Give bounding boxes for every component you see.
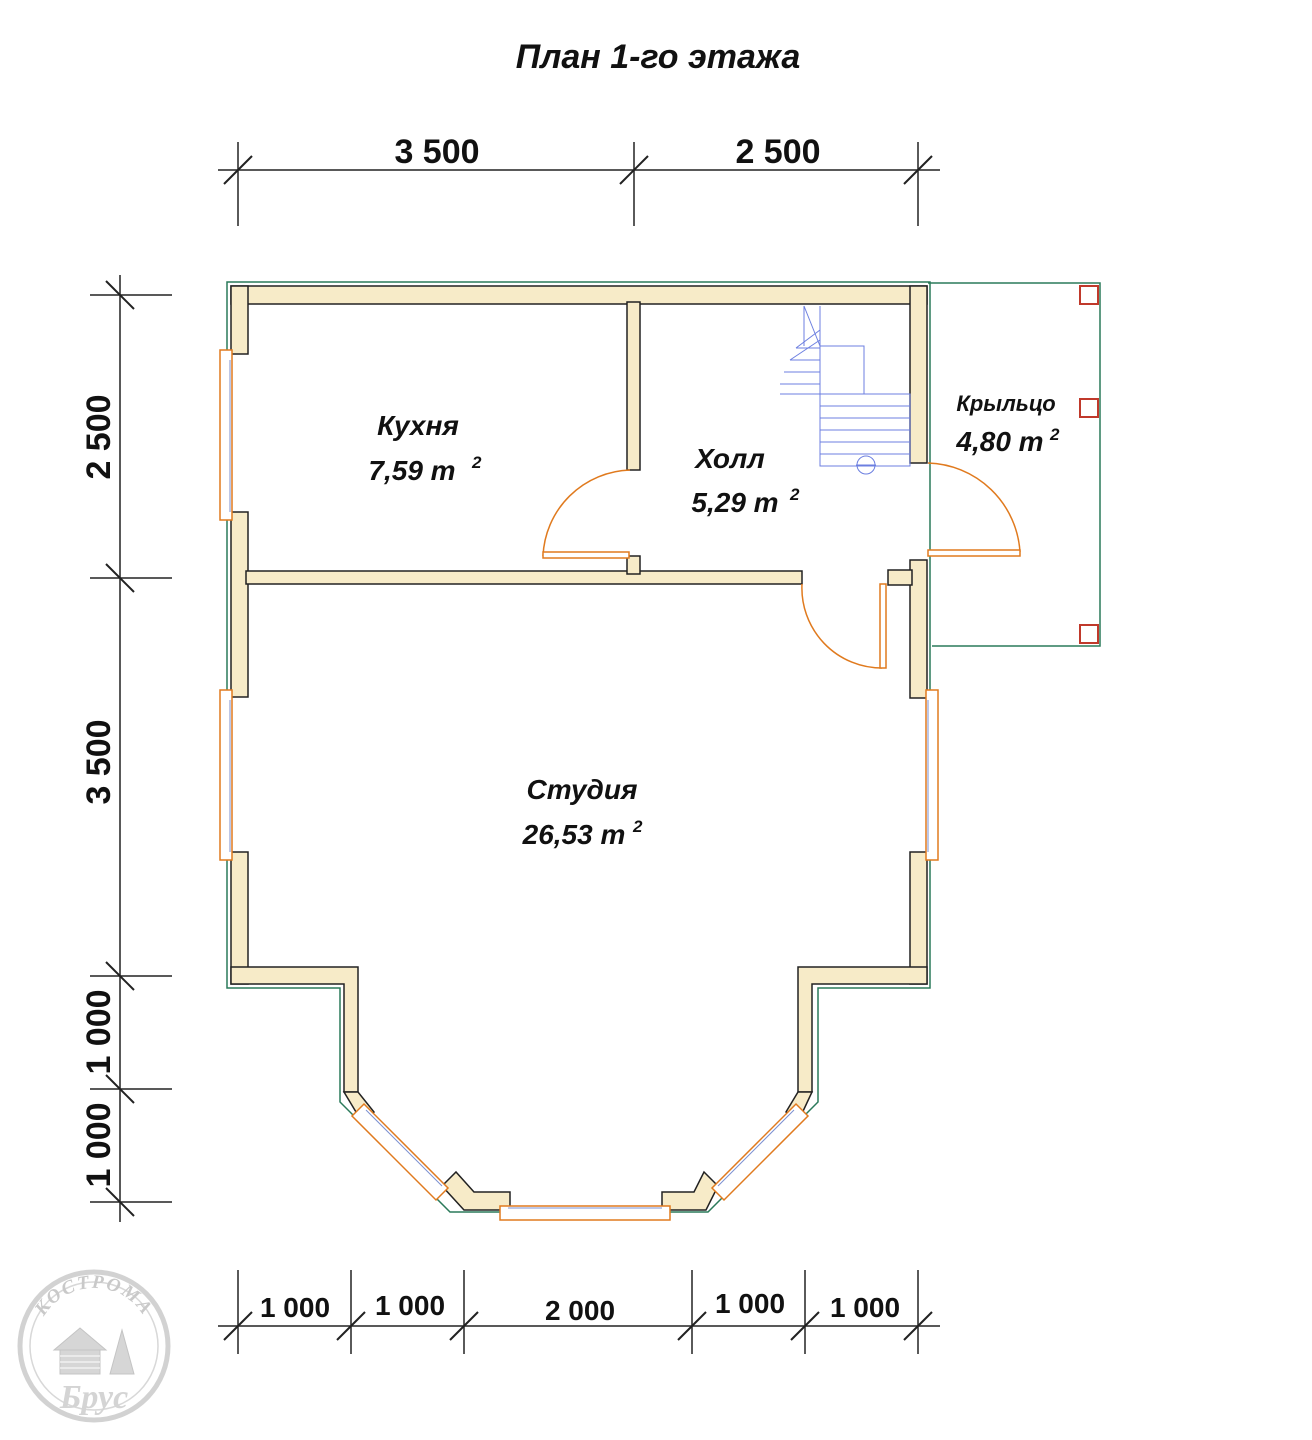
walls bbox=[231, 286, 927, 1210]
room-kitchen-area: 7,59 m bbox=[368, 455, 456, 486]
room-hall-name: Холл bbox=[695, 443, 765, 474]
wall-left-1 bbox=[231, 286, 248, 354]
dim-bottom-5: 1 000 bbox=[829, 1292, 901, 1323]
door-entrance-leaf bbox=[928, 550, 1020, 556]
dim-bottom-2: 1 000 bbox=[374, 1290, 446, 1321]
wall-bottom-left bbox=[442, 1172, 510, 1210]
porch-outline bbox=[928, 283, 1100, 646]
room-kitchen-unit-exp: 2 bbox=[472, 453, 482, 472]
window-diagonal-left bbox=[352, 1104, 448, 1200]
dim-bottom-1: 1 000 bbox=[259, 1292, 331, 1323]
stairs-upper-flight bbox=[780, 346, 864, 394]
room-hall-unit-exp: 2 bbox=[790, 485, 800, 504]
logo-watermark bbox=[20, 1272, 168, 1420]
wall-right-1 bbox=[910, 286, 927, 463]
logo-brand-text: Брус bbox=[59, 1379, 129, 1416]
wall-bottom-right bbox=[662, 1172, 718, 1210]
wall-interior-horizontal bbox=[246, 571, 802, 584]
dim-bottom-4: 1 000 bbox=[714, 1288, 786, 1319]
dim-bottom-3: 2 000 bbox=[544, 1295, 616, 1326]
room-studio-unit-exp: 2 bbox=[633, 817, 643, 836]
wall-right-3 bbox=[910, 852, 927, 984]
door-studio-leaf bbox=[880, 584, 886, 668]
stairs bbox=[780, 306, 910, 474]
dim-top-1: 3 500 bbox=[394, 133, 480, 171]
dim-left-3: 1 000 bbox=[80, 989, 118, 1075]
door-kitchen-leaf bbox=[543, 552, 629, 558]
room-studio-name: Студия bbox=[526, 774, 638, 805]
door-entrance-arc bbox=[928, 463, 1020, 552]
dim-left-1: 2 500 bbox=[80, 394, 118, 480]
room-studio-area: 26,53 m bbox=[522, 819, 626, 850]
porch-column-3 bbox=[1080, 625, 1098, 643]
room-kitchen-name: Кухня bbox=[377, 410, 459, 441]
room-porch-name: Крыльцо bbox=[956, 391, 1056, 416]
dim-top-2: 2 500 bbox=[735, 133, 821, 171]
wall-hall-jamb bbox=[888, 570, 912, 585]
porch-columns bbox=[1080, 286, 1098, 643]
porch-column-2 bbox=[1080, 399, 1098, 417]
foundation-outline bbox=[227, 282, 930, 1212]
room-porch-area: 4,80 m bbox=[956, 426, 1044, 457]
log-house-icon bbox=[54, 1328, 134, 1374]
door-studio-arc bbox=[802, 584, 882, 668]
door-kitchen-arc bbox=[543, 470, 630, 556]
wall-interior-vertical bbox=[627, 302, 640, 470]
dim-left-4: 1 000 bbox=[80, 1102, 118, 1188]
plan-title: План 1-го этажа bbox=[515, 38, 801, 76]
wall-top bbox=[231, 286, 927, 304]
wall-step-left bbox=[231, 967, 358, 1092]
wall-left-3 bbox=[231, 852, 248, 984]
room-porch-unit-exp: 2 bbox=[1050, 425, 1060, 444]
wall-left-2 bbox=[231, 512, 248, 697]
top-dimension bbox=[218, 142, 940, 226]
porch-column-1 bbox=[1080, 286, 1098, 304]
logo-top-text: КОСТРОМА bbox=[30, 1271, 158, 1320]
doors bbox=[543, 463, 1020, 668]
dim-left-2: 3 500 bbox=[80, 719, 118, 805]
room-hall-area: 5,29 m bbox=[691, 487, 779, 518]
window-diagonal-right bbox=[712, 1104, 808, 1200]
